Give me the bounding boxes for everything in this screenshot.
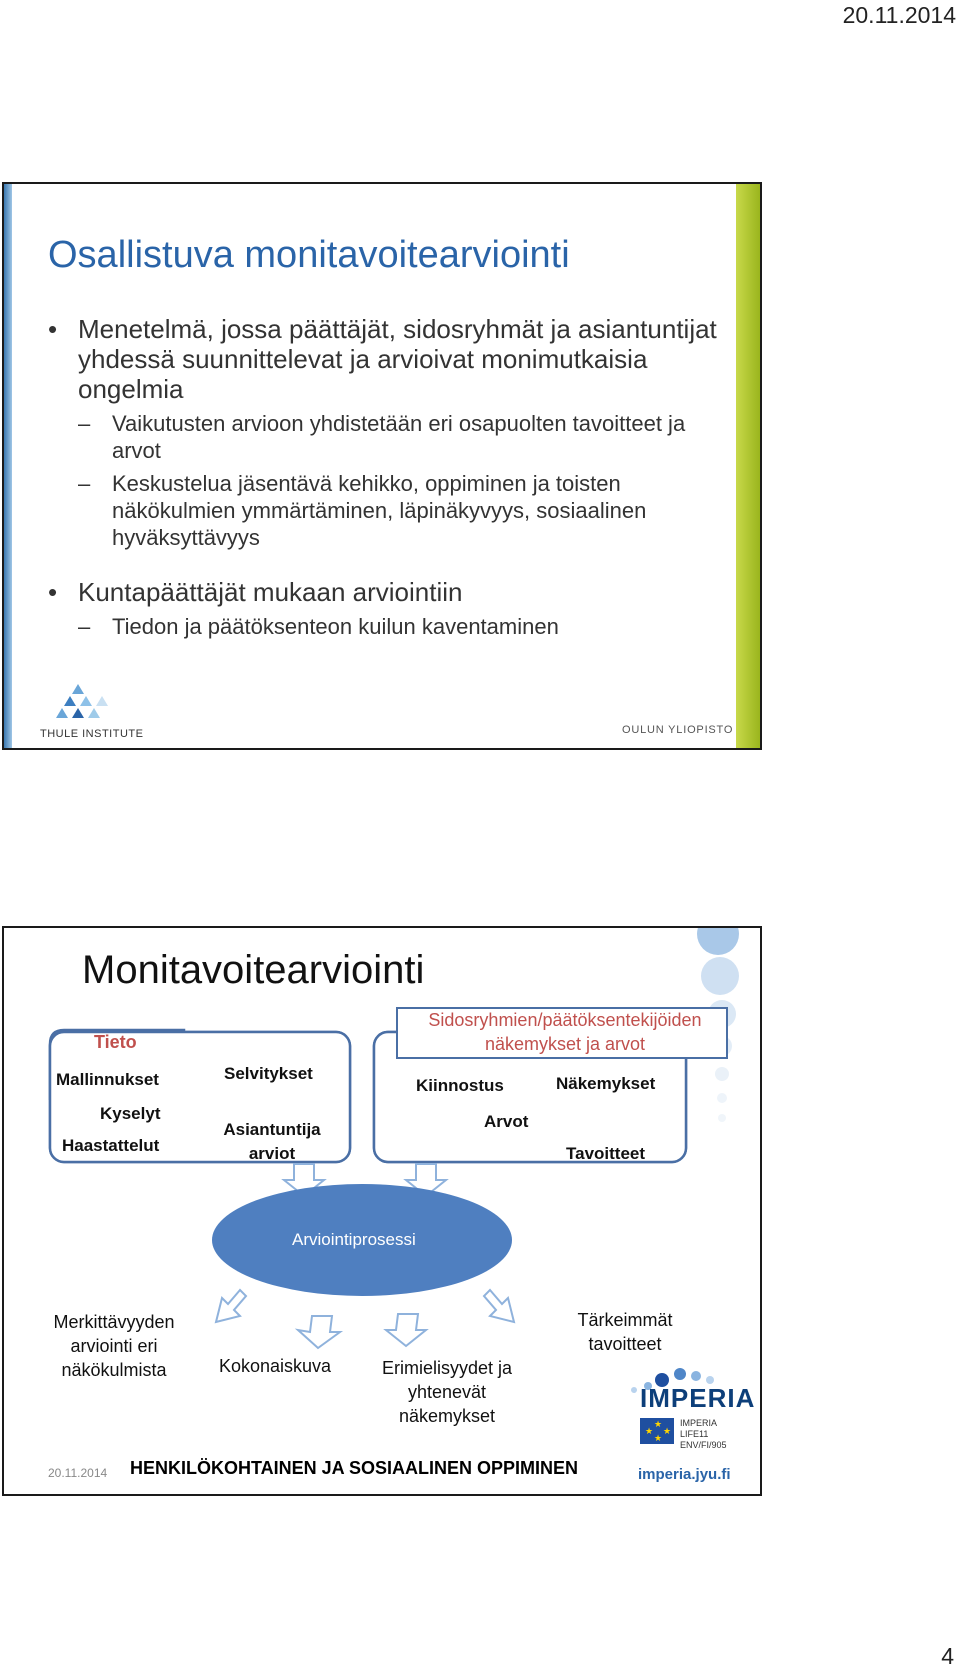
process-label: Arviointiprosessi bbox=[292, 1230, 416, 1249]
imperia-line: LIFE11 bbox=[680, 1429, 709, 1439]
tieto-item: Kyselyt bbox=[100, 1104, 161, 1123]
stakeholder-title: Sidosryhmien/päätöksentekijöiden näkemykset ja arvot bbox=[428, 1010, 702, 1054]
slide-1 bbox=[2, 182, 762, 750]
stakeholder-item: Tavoitteet bbox=[566, 1144, 646, 1163]
arrow-diagonal-icon bbox=[216, 1290, 246, 1322]
slide-2 bbox=[2, 926, 762, 1496]
stakeholder-item: Näkemykset bbox=[556, 1074, 656, 1093]
bullet-item bbox=[44, 314, 724, 404]
dash-marker: – bbox=[78, 411, 91, 436]
outcome-item: Merkittävyyden arviointi eri näkökulmista bbox=[53, 1312, 175, 1380]
tieto-label: Tieto bbox=[94, 1032, 137, 1052]
deco-bubble bbox=[715, 1067, 729, 1081]
sub-bullet-item bbox=[44, 410, 724, 464]
dash-marker: – bbox=[78, 471, 91, 496]
imperia-line: ENV/FI/905 bbox=[680, 1440, 727, 1450]
slide-title: Osallistuva monitavoitearviointi bbox=[48, 234, 570, 276]
imperia-project-lines bbox=[680, 1418, 727, 1451]
arrow-down-icon bbox=[386, 1314, 426, 1346]
left-accent-strip bbox=[4, 184, 12, 748]
stakeholder-item: Kiinnostus bbox=[416, 1076, 504, 1095]
sub-bullet-text: Vaikutusten arvioon yhdistetään eri osapuolten tavoitteet ja arvot bbox=[112, 411, 686, 463]
imperia-logo: IMPERIA bbox=[640, 1383, 756, 1413]
bullet-item bbox=[44, 577, 724, 607]
page-number: 4 bbox=[941, 1643, 954, 1669]
deco-bubble bbox=[718, 1114, 726, 1122]
sub-bullet-item bbox=[44, 613, 724, 640]
deco-bubble bbox=[697, 928, 739, 955]
tieto-item: Mallinnukset bbox=[56, 1070, 159, 1089]
middle-item: Asiantuntija arviot bbox=[223, 1120, 321, 1163]
bullet-dot: • bbox=[48, 314, 58, 344]
bullet-list bbox=[44, 314, 724, 640]
outcome-item: Erimielisyydet ja yhtenevät näkemykset bbox=[381, 1358, 513, 1426]
bottom-banner-text: HENKILÖKOHTAINEN JA SOSIAALINEN OPPIMINEN bbox=[130, 1458, 579, 1478]
arrow-down-icon bbox=[298, 1316, 340, 1348]
bullet-dot: • bbox=[48, 577, 58, 607]
slide-title: Monitavoitearviointi bbox=[82, 948, 425, 992]
deco-bubble bbox=[717, 1093, 727, 1103]
tieto-item: Haastattelut bbox=[62, 1136, 160, 1155]
bullet-text: Menetelmä, jossa päättäjät, sidosryhmät ja asiantuntijat yhdessä suunnittelevat ja arvioivat monimutkaisia ongelmia bbox=[78, 314, 717, 404]
stakeholder-item: Arvot bbox=[484, 1112, 529, 1131]
slide-date: 20.11.2014 bbox=[48, 1466, 108, 1480]
thule-logo-text: THULE INSTITUTE bbox=[40, 728, 144, 740]
right-accent-band bbox=[736, 184, 760, 748]
dash-marker: – bbox=[78, 614, 91, 639]
sub-bullet-text: Tiedon ja päätöksenteon kuilun kaventaminen bbox=[112, 614, 559, 639]
outcome-item: Kokonaiskuva bbox=[218, 1356, 332, 1376]
deco-bubble bbox=[701, 957, 739, 995]
oulu-logo-text: OULUN YLIOPISTO bbox=[622, 724, 734, 736]
header-date: 20.11.2014 bbox=[842, 2, 956, 28]
thule-triangles-icon bbox=[38, 684, 138, 734]
arrow-diagonal-icon bbox=[484, 1290, 514, 1322]
outcome-item: Tärkeimmät tavoitteet bbox=[577, 1310, 673, 1354]
eu-flag-icon: ★ ★ ★ ★ bbox=[640, 1418, 674, 1444]
bullet-text: Kuntapäättäjät mukaan arviointiin bbox=[78, 577, 463, 607]
sub-bullet-item bbox=[44, 470, 724, 551]
imperia-line: IMPERIA bbox=[680, 1418, 718, 1428]
imperia-url[interactable]: imperia.jyu.fi bbox=[638, 1466, 731, 1483]
sub-bullet-text: Keskustelua jäsentävä kehikko, oppiminen ja toisten näkökulmien ymmärtäminen, läpinäkyvyys, sosiaalinen hyväksyttävyys bbox=[112, 471, 647, 550]
middle-item: Selvitykset bbox=[224, 1064, 313, 1083]
